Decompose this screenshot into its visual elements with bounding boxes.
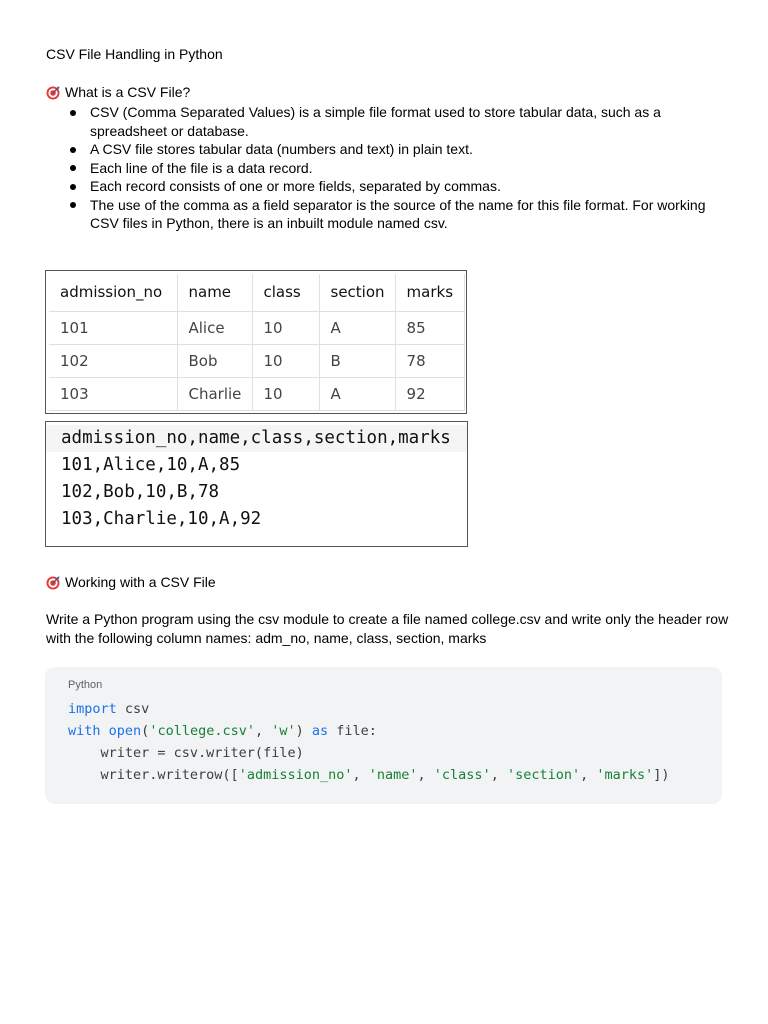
list-item: CSV (Comma Separated Values) is a simple file format used to store tabular data, such as a spreadsheet or database. (46, 103, 706, 140)
table-cell: A (319, 377, 395, 410)
column-header: class (252, 274, 319, 311)
direct-hit-target-icon (46, 576, 60, 590)
section-heading-what-is-csv (46, 84, 190, 101)
table-row (49, 311, 464, 344)
list-item: Each record consists of one or more fields, separated by commas. (46, 177, 706, 196)
table-cell: 101 (49, 311, 177, 344)
code-line: import csv (68, 701, 150, 717)
table-cell: 85 (395, 311, 464, 344)
table-cell: 10 (252, 311, 319, 344)
csv-record-line: 101,Alice,10,A,85 (61, 455, 241, 475)
table-cell: 92 (395, 377, 464, 410)
table-cell: 78 (395, 344, 464, 377)
table-header-row (49, 274, 464, 311)
csv-record-line: 103,Charlie,10,A,92 (61, 509, 262, 529)
code-line: with open('college.csv', 'w') as file: (68, 723, 377, 739)
table-cell: A (319, 311, 395, 344)
section-heading-working-with-csv (46, 574, 216, 591)
page-title: CSV File Handling in Python (46, 46, 223, 62)
column-header: marks (395, 274, 464, 311)
section-heading-text: Working with a CSV File (65, 574, 216, 590)
table-cell: Charlie (177, 377, 252, 410)
student-table-image (45, 270, 467, 414)
code-line: writer.writerow(['admission_no', 'name', 'class', 'section', 'marks']) (68, 767, 670, 783)
table-cell: 10 (252, 377, 319, 410)
student-table (49, 274, 465, 411)
csv-record-line: 102,Bob,10,B,78 (61, 482, 220, 502)
column-header: name (177, 274, 252, 311)
csv-text-image (45, 421, 468, 547)
direct-hit-target-icon (46, 86, 60, 100)
list-item: A CSV file stores tabular data (numbers and text) in plain text. (46, 140, 706, 159)
table-row (49, 344, 464, 377)
code-body[interactable] (68, 698, 670, 786)
table-cell: B (319, 344, 395, 377)
task-description: Write a Python program using the csv module to create a file named college.csv and write only the header row with the following column names: adm_no, name, class, section, marks (46, 611, 729, 646)
table-cell: Alice (177, 311, 252, 344)
table-cell: Bob (177, 344, 252, 377)
list-item: The use of the comma as a field separator is the source of the name for this file format. For working CSV files in Python, there is an inbuilt module named csv. (46, 196, 706, 233)
csv-header-line: admission_no,name,class,section,marks (46, 425, 467, 452)
table-cell: 103 (49, 377, 177, 410)
column-header: section (319, 274, 395, 311)
table-cell: 102 (49, 344, 177, 377)
section-heading-text: What is a CSV File? (65, 84, 191, 100)
list-item: Each line of the file is a data record. (46, 159, 706, 178)
csv-definition-list (46, 103, 706, 233)
table-row (49, 377, 464, 410)
column-header: admission_no (49, 274, 177, 311)
code-language-label: Python (68, 679, 103, 691)
code-line: writer = csv.writer(file) (68, 745, 304, 761)
table-cell: 10 (252, 344, 319, 377)
code-block[interactable] (45, 667, 722, 804)
